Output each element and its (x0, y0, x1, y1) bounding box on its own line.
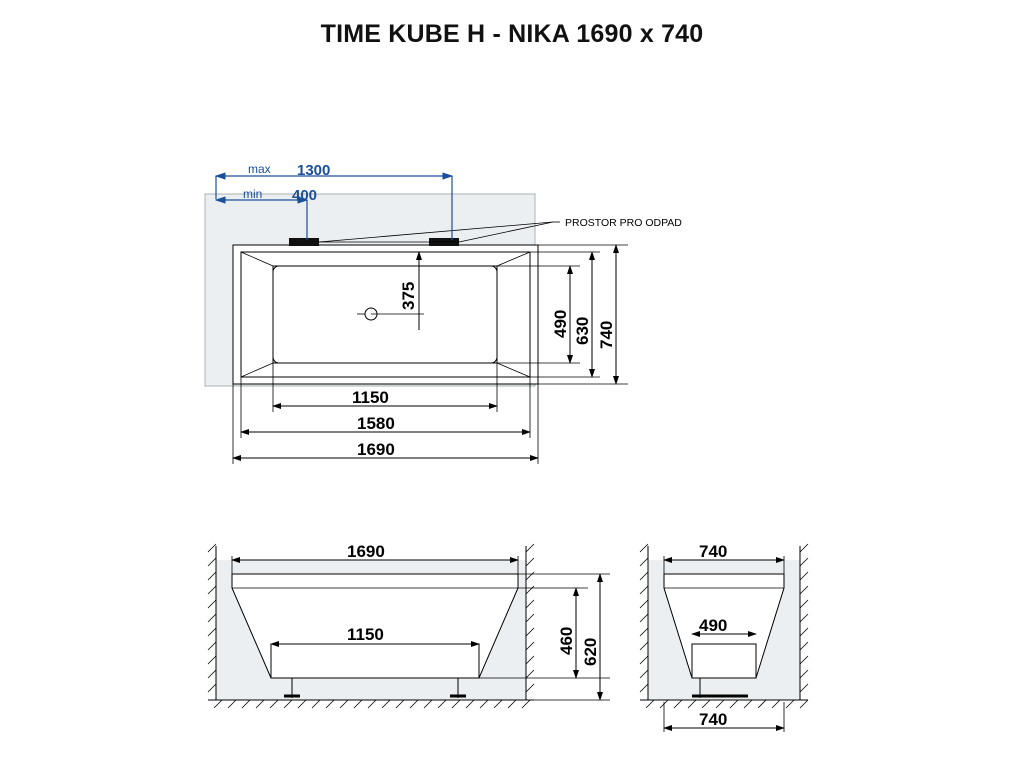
front-view-group (208, 542, 610, 708)
min-label: min (243, 187, 263, 201)
dim-740-side-top: 740 (699, 542, 728, 561)
top-view-group (205, 162, 682, 464)
dim-620: 620 (581, 637, 600, 666)
dim-1690-front: 1690 (347, 542, 385, 561)
dim-490-side: 490 (699, 616, 728, 635)
dim-740-side-bottom: 740 (699, 710, 728, 729)
dim-1150-front: 1150 (347, 625, 384, 644)
dim-1580: 1580 (357, 414, 395, 433)
max-label: max (248, 162, 271, 176)
dim-490-top: 490 (551, 309, 570, 338)
dim-1150-top: 1150 (352, 388, 389, 407)
dim-630: 630 (573, 316, 592, 345)
max-value: 1300 (297, 162, 331, 179)
side-view-group (640, 542, 808, 732)
dim-375: 375 (399, 281, 418, 310)
dim-740-top: 740 (597, 320, 616, 349)
dim-1690-top: 1690 (357, 440, 395, 459)
dim-460: 460 (557, 626, 576, 655)
page-title: TIME KUBE H - NIKA 1690 x 740 (320, 20, 704, 48)
waste-space-note: PROSTOR PRO ODPAD (565, 217, 682, 229)
min-value: 400 (292, 187, 318, 204)
